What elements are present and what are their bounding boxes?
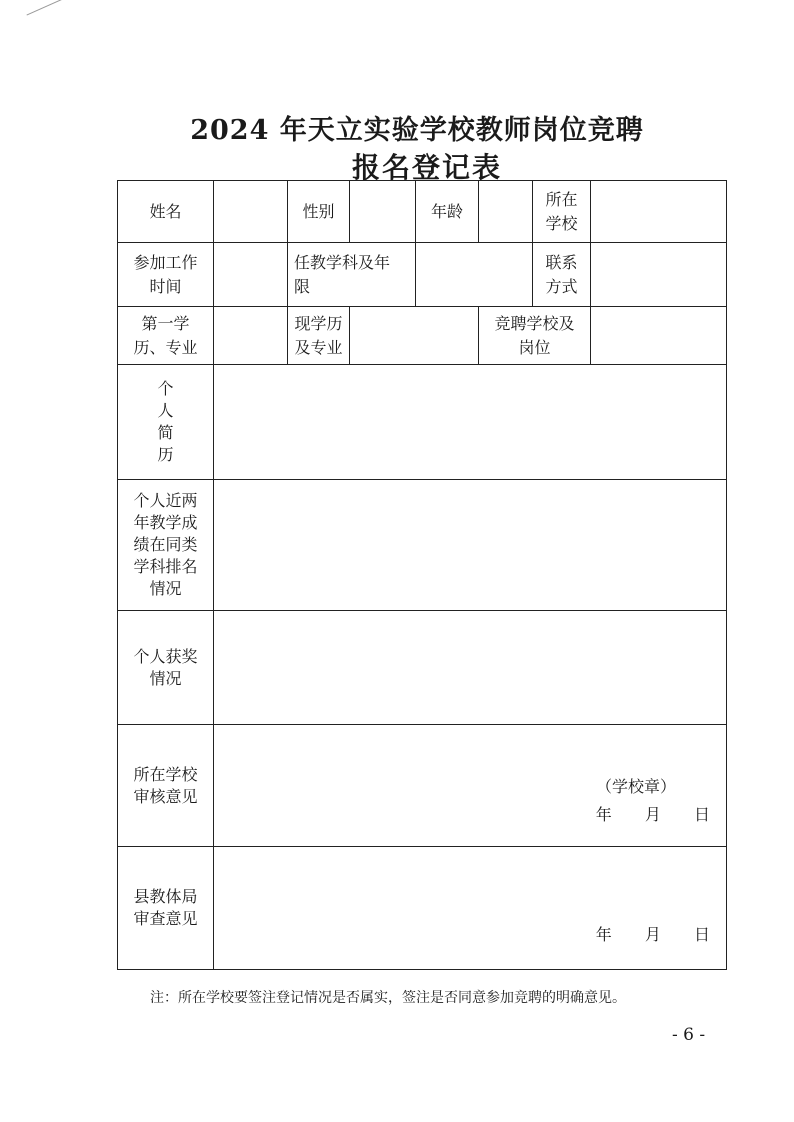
- resume-field[interactable]: [214, 365, 727, 480]
- awards-label-line-1: 个人获奖: [133, 646, 198, 666]
- school-review-month: 月: [644, 805, 661, 824]
- school-review-label: [118, 725, 214, 847]
- performance-label-line-5: 情况: [149, 579, 182, 598]
- school-label: [533, 181, 591, 243]
- first-degree-field[interactable]: [214, 307, 288, 365]
- page-number: - 6 -: [672, 1025, 706, 1045]
- age-label: 年龄: [416, 181, 479, 243]
- bureau-review-date: [596, 923, 710, 947]
- bureau-review-month: 月: [644, 925, 661, 944]
- apply-position-label: [479, 307, 591, 365]
- school-review-label-line-2: 审核意见: [133, 786, 198, 806]
- row-education-info: [118, 307, 727, 365]
- subject-years-label: [288, 243, 416, 307]
- performance-label-line-4: 学科排名: [133, 557, 198, 576]
- bureau-review-day: 日: [693, 925, 710, 944]
- performance-label-line-3: 绩在同类: [133, 535, 198, 554]
- current-degree-label-line2: 及专业: [294, 337, 343, 357]
- form-subtitle: 报名登记表: [351, 151, 502, 184]
- bureau-review-field[interactable]: [214, 847, 727, 970]
- school-review-day: 日: [693, 805, 710, 824]
- subject-years-field[interactable]: [416, 243, 533, 307]
- apply-position-field[interactable]: [591, 307, 727, 365]
- contact-label: [533, 243, 591, 307]
- school-review-label-line-1: 所在学校: [133, 764, 198, 784]
- work-time-field[interactable]: [214, 243, 288, 307]
- first-degree-label-line2: 历、专业: [133, 337, 198, 357]
- gender-label: 性别: [288, 181, 350, 243]
- subject-years-label-line1: 任教学科及年: [294, 252, 391, 272]
- school-label-line1: 所在: [545, 189, 578, 209]
- subject-years-label-line2: 限: [294, 276, 311, 296]
- row-work-info: [118, 243, 727, 307]
- age-field[interactable]: [479, 181, 533, 243]
- footnote: 注：所在学校要签注登记情况是否属实，签注是否同意参加竞聘的明确意见。: [150, 990, 626, 1006]
- bureau-review-label: [118, 847, 214, 970]
- bureau-review-label-line-1: 县教体局: [133, 887, 198, 906]
- row-resume: [118, 365, 727, 480]
- resume-label-char-3: 简: [157, 423, 174, 442]
- performance-label: [118, 480, 214, 611]
- school-review-field[interactable]: [214, 725, 727, 847]
- bureau-review-label-line-2: 审查意见: [133, 909, 198, 928]
- school-review-year: 年: [595, 805, 612, 824]
- first-degree-label: [118, 307, 214, 365]
- performance-label-line-1: 个人近两: [133, 491, 198, 510]
- performance-field[interactable]: [214, 480, 727, 611]
- awards-label-line-2: 情况: [149, 668, 182, 688]
- bureau-review-year: 年: [595, 925, 612, 944]
- awards-field[interactable]: [214, 611, 727, 725]
- resume-label-char-2: 人: [157, 401, 174, 420]
- contact-label-line2: 方式: [545, 276, 578, 296]
- work-time-label-line1: 参加工作: [133, 252, 198, 272]
- school-field[interactable]: [591, 181, 727, 243]
- apply-position-label-line1: 竞聘学校及: [494, 313, 575, 333]
- apply-position-label-line2: 岗位: [518, 337, 551, 357]
- row-performance: [118, 480, 727, 611]
- school-review-date: [596, 803, 710, 827]
- performance-label-line-2: 年教学成: [133, 513, 198, 532]
- resume-label: [118, 365, 214, 480]
- row-awards: [118, 611, 727, 725]
- form-title: 2024 年天立实验学校教师岗位竞聘: [190, 115, 644, 146]
- work-time-label-line2: 时间: [149, 276, 182, 296]
- current-degree-label-line1: 现学历: [294, 313, 343, 333]
- resume-label-char-4: 历: [157, 445, 174, 464]
- contact-field[interactable]: [591, 243, 727, 307]
- row-school-review: [118, 725, 727, 847]
- resume-label-char-1: 个: [157, 379, 174, 398]
- work-time-label: [118, 243, 214, 307]
- first-degree-label-line1: 第一学: [141, 313, 190, 333]
- row-basic-info: [118, 181, 727, 243]
- row-bureau-review: [118, 847, 727, 970]
- current-degree-label: [288, 307, 350, 365]
- scan-corner-mark: [20, 0, 63, 16]
- school-label-line2: 学校: [545, 213, 578, 233]
- name-label: 姓名: [118, 181, 214, 243]
- name-field[interactable]: [214, 181, 288, 243]
- school-stamp-placeholder: （学校章）: [595, 777, 676, 796]
- contact-label-line1: 联系: [545, 252, 578, 272]
- gender-field[interactable]: [350, 181, 416, 243]
- registration-form-table: [117, 180, 727, 970]
- current-degree-field[interactable]: [350, 307, 479, 365]
- awards-label: [118, 611, 214, 725]
